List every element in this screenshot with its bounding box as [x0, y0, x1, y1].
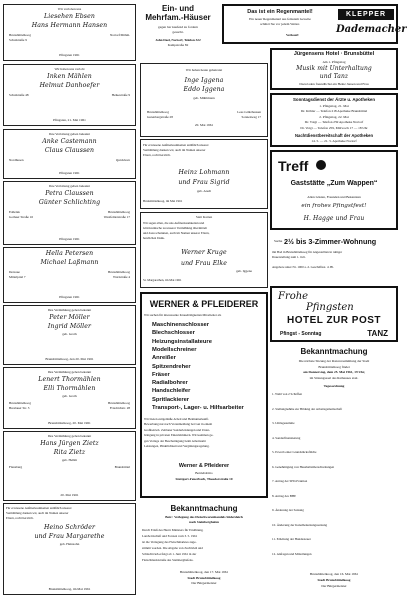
notice-intro-line: Die nächste Sitzung der Ratsversammlung der Stadt	[298, 359, 370, 363]
name-line: Inken Mählen	[47, 73, 92, 80]
place-right: Brunsbüttel	[114, 465, 130, 469]
agenda-item: 1. Wahl von 2 Schöffen	[272, 392, 302, 396]
announce-date: Brunsbüttelkoog, den 20. Mai 1961	[45, 357, 94, 361]
ad-klepper-sale: Verkauf:	[286, 33, 299, 37]
apt-text: Dauerstellung zum 1. Juli.	[272, 255, 306, 259]
place-left: Schulstraße 48	[9, 93, 29, 97]
place-row	[9, 33, 130, 37]
place-row	[9, 158, 130, 162]
post-name: HOTEL ZUR POST	[286, 315, 382, 326]
place-right: Leer-Grützhausen	[237, 110, 261, 114]
ad-thanks-lohmann	[140, 139, 268, 209]
job-item: Blechschlosser	[152, 330, 195, 337]
job-body-line: gen Vorlage der Bescheinigung beim Arbeitsamt	[144, 438, 206, 443]
announcement-box	[3, 64, 136, 126]
place-left: Brunsbüttelkoog	[9, 33, 31, 37]
street-left: Gothaer Straße 16	[9, 215, 33, 219]
name-line: Rita Zietz	[53, 449, 86, 456]
thanks-text: Eltern, recht herzlich.	[6, 516, 34, 520]
place-left: Dersaue	[9, 270, 20, 274]
job-item: Radialbohrer	[152, 380, 188, 387]
treff-line: Allen Gästen, Freunden und Bekannten	[307, 195, 361, 199]
treff-sign: H. Hagge und Frau	[303, 215, 365, 222]
place-right: Brunsbüttelkoog	[108, 401, 130, 405]
announce-head: Ihre Vermählung geben bekannt	[47, 370, 92, 374]
name-line: Anke Castemann	[42, 138, 97, 145]
agenda-item: 12. Anfragen und Mitteilungen	[272, 551, 312, 556]
place-left: Brunsbüttelkoog	[9, 401, 31, 405]
name-line: Ingrid Möller	[47, 323, 92, 330]
notice-text-line: ist die Verlegung des Fleischmarktes zuge-	[142, 540, 197, 544]
ad-werner-pfleiderer	[140, 292, 268, 498]
maiden-name: geb. Hellm	[61, 458, 78, 462]
thanks-text: herzlichen Dank.	[143, 236, 165, 240]
announce-head: Ihre Verlobung geben bekannt	[49, 184, 90, 188]
duty-title: Sonntagsdienst der Ärzte u. Apotheken	[292, 97, 376, 102]
duty-line: Dr. Voigt — Telefon 259, Mittwoch 17 — 18 Uhr	[300, 125, 368, 130]
place-right: Brunsbüttelkoog	[108, 210, 130, 214]
ad-hotel-zur-post	[270, 286, 398, 342]
notice-title: Bekanntmachung	[300, 347, 368, 356]
name-line: und Frau Elke	[181, 260, 227, 267]
post-greeting: Frohe	[278, 291, 309, 302]
announce-date: Pfingsten 1961	[59, 237, 80, 241]
duty-line: Dr. Voigt — Telefon 259 Apotheke Nortorf	[304, 120, 364, 125]
street-left: Breslauer Str. 3	[9, 406, 30, 410]
klepper-logo: KLEPPER	[338, 9, 394, 20]
street-right: Wurtstraße 4	[113, 275, 130, 279]
hotel-title: Jürgensens Hotel · Brunsbüttel	[293, 51, 375, 57]
notice-intro-line: Brunsbüttelkoog findet	[318, 364, 350, 369]
ad-klepper-headline: Das ist ein Regenmantel!	[247, 9, 313, 15]
place-row	[9, 270, 130, 274]
thanks-text: Für erwiesene Aufmerksamkeiten anläßlich unserer	[143, 143, 209, 147]
agenda-item: 5. Erwerb einer Grundstücksfläche	[272, 450, 317, 454]
maiden-name: geb. Groth	[62, 394, 77, 398]
job-item: Spitzendreher	[152, 363, 191, 370]
street-right: Friedrichstr. 28	[109, 406, 130, 410]
announce-date: 20. Mai 1961	[60, 493, 79, 497]
maiden-name: geb. Aredt	[196, 189, 212, 193]
street-row	[9, 38, 130, 42]
agenda-item: 6. Genehmigung von Haushaltsüberschreitungen	[272, 464, 335, 469]
notice-sign: Der Bürgermeister	[321, 584, 347, 588]
thanks-text: Vermählung danken wir, auch im Namen unserer	[143, 148, 206, 152]
job-body-line: bringung in privaten Einzelzimmern. Wir kommen ge-	[144, 433, 214, 438]
name-line: Werner Kruge	[181, 249, 227, 256]
ad-houses-title1: Ein- und	[162, 4, 194, 13]
name-line: Inge Iggena	[184, 77, 224, 84]
company-title: WERNER & PFLEIDERER	[149, 299, 259, 309]
job-item: Modellschreiner	[152, 346, 197, 353]
place-left: Flensburg	[9, 465, 23, 469]
agenda-item: 11. Erhebung der Hundesteuer	[272, 537, 311, 541]
post-greeting: Pfingsten	[306, 302, 354, 313]
street-right: Sonnenweg 17	[241, 115, 261, 119]
job-body-line: Bewerbung nur nach Voranmeldung bei Gut in einem	[144, 422, 213, 427]
announce-date: St. Margarethen, im Mai 1961	[143, 278, 182, 282]
job-item: Fräser	[152, 371, 170, 378]
apt-headline: 2½ bis 3-Zimmer-Wohnung	[284, 237, 377, 246]
announce-date: Pfingsten 1961	[59, 295, 80, 299]
name-line: Heino Schröder	[43, 524, 96, 531]
street-row	[9, 215, 130, 219]
duty-line: Dr. Köhler — Telefon 218 Apotheke Brunsbüttel	[300, 109, 368, 114]
notice-sign: Stadt Brunsbüttelkoog	[187, 576, 221, 580]
notice-date: Brunsbüttelkoog, den 17. Mai 1961	[179, 570, 229, 574]
job-body-line: Wir bieten zeitgemäße Arbeit und Heimunterkunft.	[144, 417, 210, 421]
place-right: Brunsbüttelkoog	[108, 270, 130, 274]
name-line: und Frau Margarethe	[34, 533, 105, 540]
place-right: Heikestraße 9	[111, 93, 130, 97]
notice-text-line: Landwirtschaft und Forsten vom 3. 5. 1961	[142, 534, 198, 538]
ad-klepper-dealer: Dademacher	[336, 24, 407, 35]
duty-night: 14. 5. — 21. 5. Apotheke Nortorf	[311, 139, 357, 143]
company-name: Werner & Pfleiderer	[178, 463, 230, 469]
announce-head: Wir haben uns verlobt	[54, 67, 85, 71]
treff-line: ein frohes Pfingstfest!	[301, 203, 367, 209]
name-line: Michael Laßmann	[40, 259, 99, 266]
street-left: Schulstraße 9	[9, 38, 27, 42]
notice-cattle-market	[140, 501, 268, 595]
job-body-line: Leistungen, Pünktlichkeit und Vergütungsregelung.	[144, 444, 210, 448]
announce-date: Brunsbüttelkoog, im Mai 1961	[48, 587, 91, 591]
apt-contact: Angebote unter Nr. 1000 a. d. Geschäftsst. d. Bl.	[272, 265, 334, 269]
announce-date: Pfingsten 1961	[59, 53, 80, 57]
place-right: Quickborn	[115, 158, 130, 162]
ad-klepper	[222, 4, 407, 44]
notice-intro-line: am Donnerstag, dem 25. Mai 1961, 19 Uhr,	[303, 370, 365, 374]
name-line: Liesehen Ebsen	[44, 13, 95, 20]
thanks-text: Wir sagen allen, die uns Aufmerksamkeiten und	[143, 221, 205, 225]
company-dept: Betriebsbüro	[195, 471, 213, 475]
name-line: Helmut Danhoefer	[39, 82, 100, 89]
agenda-item: 9. Änderung der Satzung	[272, 508, 304, 512]
announce-head: Wir haben heute geheiratet	[185, 68, 223, 72]
maiden-name: geb. Heinsohn	[59, 542, 80, 546]
job-item: Maschinenschlosser	[152, 322, 210, 328]
ad-houses-title2: Mehrfam.-Häuser	[145, 13, 211, 22]
job-body-line: Großbetrieb. Zeitlaner Sonderleistungen und Unter-	[144, 427, 211, 432]
name-line: Peter Möller	[49, 314, 90, 321]
agenda-item: 3. Umlagesumme	[272, 421, 295, 425]
notice-sign: Stadt Brunsbüttelkoog	[317, 578, 351, 582]
maiden-name: geb. Mühlmann	[193, 96, 215, 100]
agenda-item: 8. Antrag des BHE	[272, 493, 297, 498]
ad-klepper-text: schützt Sie vor jedem Wetter.	[260, 22, 300, 26]
street-row	[9, 406, 130, 410]
job-item: Transport-, Lager- u. Hilfsarbeiter	[152, 405, 244, 411]
apt-text: mit Bad in Brunsbüttelkoog für Angestellten in ruhiger	[272, 250, 343, 254]
name-line: Hans Hermann Hansen	[31, 22, 108, 29]
thanks-text: und dazu schenkten, auch im Namen unserer Eltern,	[143, 231, 210, 235]
thanks-text: Vermählung danken wir, auch im Namen unserer	[6, 511, 69, 515]
company-address: Stuttgart-Feuerbach, Theodorstraße 10	[175, 477, 233, 481]
notice-text-line: stimmt worden. Die Abgabe von Zuchtvieh und	[142, 546, 203, 550]
ad-klepper-text: Ein neuer Regenmantel aus feinstem Gewebe	[249, 17, 311, 21]
ad-houses-address: Kampstraße 82	[167, 43, 189, 47]
duty-title2: Nachtdienstbereitschaft der Apotheken	[294, 133, 374, 138]
treff-dot-icon	[316, 160, 326, 170]
notice-title: Bekanntmachung	[170, 504, 238, 513]
name-line: Lenert Thormählen	[38, 376, 101, 383]
announce-date: Brunsbüttelkoog, 20. Mai 1961	[48, 421, 91, 425]
notice-subject: nach Steinberghafen	[189, 520, 219, 524]
street-left: Mittelpriel 7	[9, 275, 26, 279]
notice-council-meeting	[270, 345, 398, 595]
job-intro: Wir suchen für interessante Kraueltätigkeiten Mitarbeiter als	[144, 313, 222, 317]
ad-thanks-kruge	[140, 212, 268, 288]
ad-houses-line: gesucht.	[172, 30, 184, 34]
notice-date: Brunsbüttelkoog, den 16. Mai 1961	[309, 572, 359, 576]
name-line: Heinz Lohmann	[178, 169, 230, 176]
street-row	[9, 275, 130, 279]
ad-houses	[140, 4, 216, 59]
name-line: Hans Jürgen Zietz	[40, 440, 99, 447]
ad-wedding-iggena	[140, 63, 268, 137]
hotel-invite: Dazu laden freundlichst ein Heinz Jansen und Frau	[299, 82, 369, 86]
name-line: Günter Schlichting	[38, 199, 101, 206]
announce-head: Wir verloben uns	[57, 7, 82, 11]
agenda-head: Tagesordnung	[323, 384, 345, 388]
place-right: Nortorf/Dithm.	[109, 33, 130, 37]
place-row	[9, 93, 130, 97]
ad-houses-contact: John Deel, Nortorf, Telefon 322	[155, 38, 201, 42]
notice-text-line: Fleischmarktstraße des Steinberghafens.	[142, 558, 194, 562]
ad-treff-zum-wappen	[270, 150, 398, 230]
job-item: Handschleifer	[152, 388, 191, 395]
name-line: Petra Claussen	[45, 190, 94, 197]
ad-houses-line: gegen bar kaufend zu fordern	[158, 25, 198, 29]
street-left: Gutenbergstraße 28	[147, 115, 173, 119]
duty-line: 2. Pfingsttag, 22. Mai	[319, 114, 349, 119]
apt-label: Suche	[274, 239, 283, 243]
name-line: Claus Claussen	[44, 147, 95, 154]
announce-head: Ihre Verlobung geben bekannt	[49, 132, 90, 136]
announcement-box	[3, 305, 136, 365]
place-row	[9, 210, 130, 214]
job-item: Heizungsinstallateure	[152, 338, 212, 345]
place-left: Nordhusen	[9, 158, 24, 162]
name-line: Hella Petersen	[45, 250, 94, 257]
duty-line: 1. Pfingsttag, 21. Mai	[319, 104, 349, 108]
announce-date: 20. Mai 1961	[194, 123, 214, 127]
announcement-box	[3, 4, 136, 61]
hotel-event: Musik mit Unterhaltung	[296, 65, 372, 72]
place-left: Eddelak	[9, 210, 20, 214]
thanks-text: Glückwünsche zu unserer Vermählung übermittelt	[143, 226, 208, 230]
hotel-event: und Tanz	[319, 73, 349, 80]
ad-apartment-wanted	[270, 233, 398, 281]
announce-head: Ihre Vermählung geben bekannt	[47, 434, 92, 438]
thanks-text: Eltern, recht herzlich.	[143, 153, 171, 157]
post-dance: TANZ	[367, 329, 388, 338]
maiden-name: geb. Iggena	[236, 269, 252, 273]
name-line: und Frau Sigrid	[178, 179, 230, 186]
maiden-name: geb. Groth	[62, 332, 77, 336]
notice-subject: Betr.: Verlegung des Fleischwarenhandels Süderdeich	[165, 515, 243, 519]
agenda-item: 7. Antrag der SPD-Fraktion	[272, 479, 308, 483]
name-line: Eddo Iggena	[183, 86, 225, 93]
announce-date: Pfingsten, 21. Mai 1961	[53, 118, 86, 122]
ad-juergensens-hotel	[270, 48, 398, 90]
announce-date: Brunsbüttelkoog, im Mai 1961	[143, 199, 183, 203]
treff-big: Treff	[278, 158, 309, 174]
notice-intro-line: im Sitzungssaal des Rathauses statt.	[309, 375, 359, 380]
place-left: Brunsbüttelkoog	[147, 110, 169, 114]
place-row	[9, 401, 130, 405]
agenda-item: 2. Stellungnahme zur Bildung der Arbeitsgemeinschaft	[272, 406, 343, 411]
announcement-box	[3, 431, 136, 501]
agenda-item: 10. Änderung der Kanalbenutzungssatzung	[272, 522, 328, 527]
post-event: Pfingst - Sonntag	[280, 331, 322, 337]
announcement-box	[3, 367, 136, 429]
agenda-item: 4. Sonderfinanzierung	[272, 435, 301, 440]
announcement-box	[3, 247, 136, 303]
notice-duty-doctors	[270, 93, 398, 147]
announce-date: Pfingsten 1961	[59, 171, 80, 175]
name-line: Elli Thormählen	[43, 385, 96, 392]
treff-name: Gaststätte „Zum Wappen“	[290, 180, 378, 187]
notice-text-line: Schlachtvieh erfolgt ab 1. Juni 1961 in der	[142, 552, 197, 556]
announce-head: Statt Karten	[195, 215, 213, 219]
place-row	[9, 465, 130, 469]
street-right: Westfelderstraße 17	[103, 215, 130, 219]
job-item: Spritlackierer	[152, 396, 190, 403]
announcement-box	[3, 181, 136, 245]
job-item: Anreißer	[152, 355, 176, 362]
hotel-line: Am 1. Pfingsttag	[322, 60, 346, 64]
announcement-box	[3, 503, 136, 595]
announce-head: Ihre Vermählung geben bekannt	[47, 308, 92, 312]
notice-text-line: Durch Erlaß des Herrn Ministers für Ernährung,	[142, 528, 204, 532]
announcement-box	[3, 129, 136, 179]
notice-sign: Der Bürgermeister	[191, 581, 217, 585]
thanks-text: Für erwiesene Aufmerksamkeiten anläßlich unserer	[6, 506, 72, 510]
